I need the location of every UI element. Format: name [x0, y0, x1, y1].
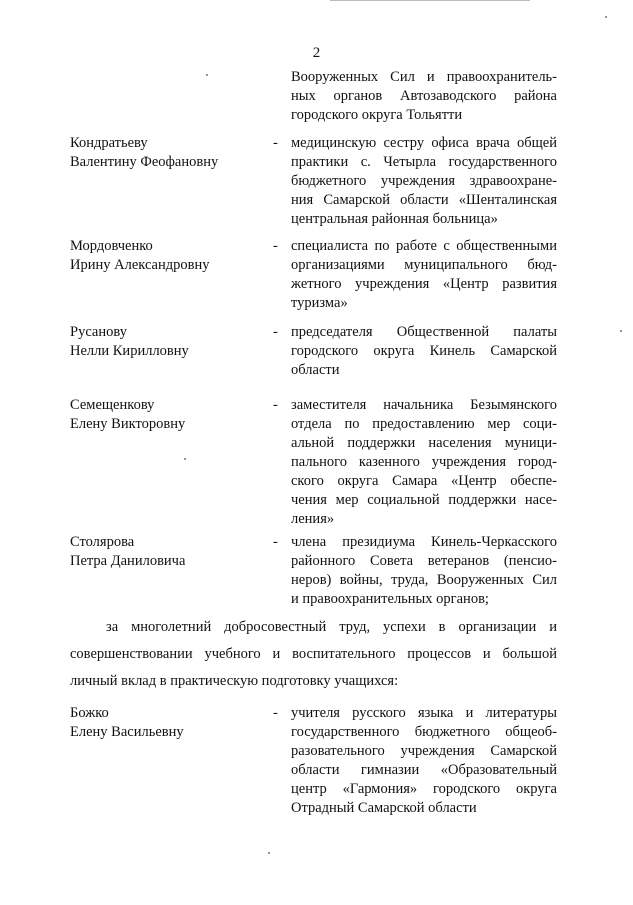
recipient-surname: Божко [70, 705, 109, 721]
entry-dash: - [273, 135, 278, 151]
scan-speck [605, 16, 607, 18]
paragraph-line: личный вклад в практическую подготовку учащихся: [70, 673, 399, 689]
continuation-line: Вооруженных Сил и правоохранитель- [291, 69, 557, 85]
position-line: практики с. Четырла государственного [291, 154, 557, 170]
recipient-name [70, 704, 270, 742]
position-line: ления» [291, 511, 335, 527]
recipient-position [291, 533, 557, 609]
recipient-surname: Русанову [70, 324, 127, 340]
paragraph-line: за многолетний добросовестный труд, успехи в организации и [106, 619, 557, 635]
recipient-position [291, 396, 557, 529]
position-line: члена президиума Кинель-Черкасского [291, 534, 557, 550]
position-line: бюджетного учреждения здравоохране- [291, 173, 557, 189]
recipient-surname: Кондратьеву [70, 135, 148, 151]
scan-speck [620, 330, 622, 332]
position-line: специалиста по работе с общественными [291, 238, 557, 254]
position-line: ского округа Самара «Центр обеспе- [291, 473, 557, 489]
position-line: районного Совета ветеранов (пенсио- [291, 553, 557, 569]
recipient-position [291, 237, 557, 313]
position-line: разовательного учреждения Самарской [291, 743, 557, 759]
recipient-name [70, 396, 270, 434]
position-line: туризма» [291, 295, 348, 311]
recipient-position [291, 704, 557, 818]
entry-dash: - [273, 705, 278, 721]
position-line: организациями муниципального бюд- [291, 257, 557, 273]
award-reason-paragraph [70, 614, 557, 695]
position-line: медицинскую сестру офиса врача общей [291, 135, 557, 151]
position-line: городского округа Кинель Самарской [291, 343, 557, 359]
recipient-given-names: Елену Васильевну [70, 724, 184, 740]
position-line: отдела по предоставлению мер соци- [291, 416, 557, 432]
continuation-text [291, 68, 557, 125]
scan-speck [268, 852, 270, 854]
scan-speck [184, 458, 186, 460]
position-line: заместителя начальника Безымянского [291, 397, 557, 413]
continuation-line: ных органов Автозаводского района [291, 88, 557, 104]
entry-dash: - [273, 324, 278, 340]
entry-dash: - [273, 534, 278, 550]
position-line: и правоохранительных органов; [291, 591, 489, 607]
paragraph-line: совершенствовании учебного и воспитательного процессов и большой [70, 646, 557, 662]
position-line: ния Самарской области «Шенталинская [291, 192, 557, 208]
position-line: жетного учреждения «Центр развития [291, 276, 557, 292]
recipient-name [70, 134, 270, 172]
recipient-position [291, 134, 557, 229]
recipient-name [70, 533, 270, 571]
recipient-surname: Мордовченко [70, 238, 153, 254]
position-line: государственного бюджетного общеоб- [291, 724, 557, 740]
recipient-surname: Столярова [70, 534, 135, 550]
position-line: председателя Общественной палаты [291, 324, 557, 340]
recipient-surname: Семещенкову [70, 397, 155, 413]
continuation-line: городского округа Тольятти [291, 107, 463, 123]
position-line: центр «Гармония» городского округа [291, 781, 557, 797]
entry-dash: - [273, 397, 278, 413]
scan-edge-line [330, 0, 530, 1]
recipient-given-names: Елену Викторовну [70, 416, 186, 432]
page-number: 2 [312, 45, 321, 61]
scan-speck [206, 74, 208, 76]
recipient-given-names: Ирину Александровну [70, 257, 210, 273]
position-line: чения мер социальной поддержки насе- [291, 492, 557, 508]
position-line: области [291, 362, 340, 378]
recipient-given-names: Валентину Феофановну [70, 154, 219, 170]
position-line: Отрадный Самарской области [291, 800, 477, 816]
recipient-position [291, 323, 557, 380]
position-line: области гимназии «Образовательный [291, 762, 557, 778]
recipient-name [70, 237, 270, 275]
position-line: неров) войны, труда, Вооруженных Сил [291, 572, 557, 588]
position-line: пального казенного учреждения город- [291, 454, 557, 470]
recipient-name [70, 323, 270, 361]
recipient-given-names: Нелли Кирилловну [70, 343, 189, 359]
entry-dash: - [273, 238, 278, 254]
position-line: альной поддержки населения муници- [291, 435, 557, 451]
position-line: учителя русского языка и литературы [291, 705, 557, 721]
recipient-given-names: Петра Даниловича [70, 553, 186, 569]
position-line: центральная районная больница» [291, 211, 498, 227]
